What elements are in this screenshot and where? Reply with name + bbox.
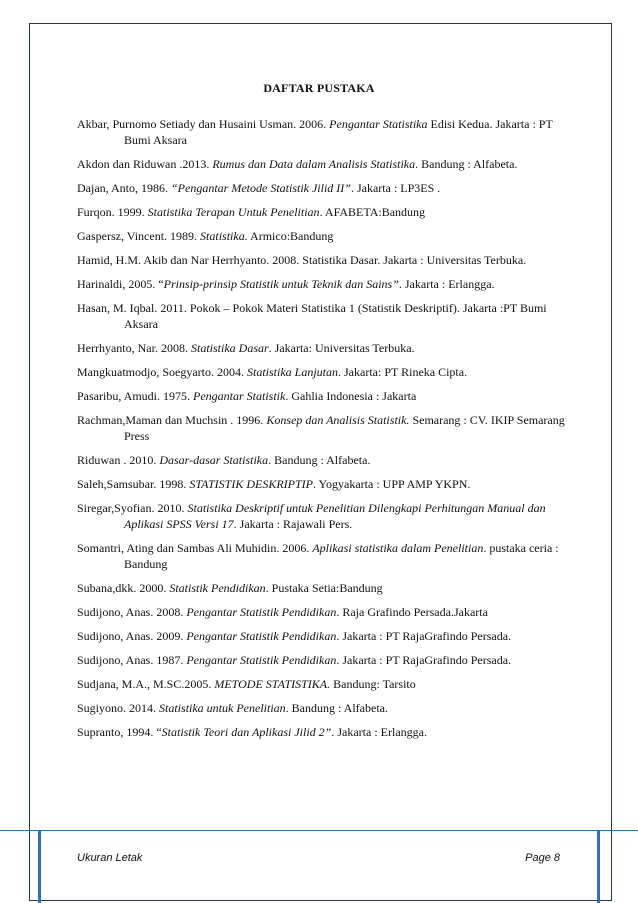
reference-title: Aplikasi statistika dalam Penelitian (312, 541, 484, 555)
reference-text: Sudijono, Anas. 1987. (77, 653, 187, 667)
reference-text: . Jakarta : LP3ES . (350, 181, 441, 195)
reference-text: . pustaka ceria : Bandung (124, 541, 559, 571)
reference-title: Statistika untuk Penelitian (159, 701, 286, 715)
reference-entry (77, 364, 567, 380)
reference-text: Somantri, Ating dan Sambas Ali Muhidin. 2006. (77, 541, 313, 555)
reference-text: Edisi Kedua. Jakarta : PT Bumi Aksara (124, 117, 553, 147)
reference-entry (77, 652, 567, 668)
reference-text: Sudijono, Anas. 2008. (77, 605, 187, 619)
reference-text: . Pustaka Setia:Bandung (265, 581, 383, 595)
reference-entry (77, 452, 567, 468)
reference-title: Pengantar Statistik Pendidikan (186, 653, 337, 667)
reference-entry (77, 180, 567, 196)
reference-text: Semarang : CV. IKIP Semarang Press (124, 413, 565, 443)
reference-text: . Jakarta : PT RajaGrafindo Persada. (336, 653, 512, 667)
reference-title: Statistika Dasar (190, 341, 269, 355)
reference-entry (77, 204, 567, 220)
reference-entry (77, 476, 567, 492)
footer-section-label: Ukuran Letak (77, 852, 143, 864)
footer-right-bar (597, 830, 600, 903)
reference-title: Statistika Terapan Untuk Penelitian (147, 205, 320, 219)
reference-text: Supranto, 1994. “ (77, 725, 162, 739)
reference-text: . Jakarta : PT RajaGrafindo Persada. (336, 629, 512, 643)
reference-text: Riduwan . 2010. (77, 453, 160, 467)
reference-title: Statistika Deskriptif untuk Penelitian Dilengkapi Perhitungan Manual dan Aplikasi SPSS Versi 17 (124, 501, 546, 531)
reference-text: . Raja Grafindo Persada.Jakarta (336, 605, 488, 619)
reference-title: Dasar-dasar Statistika (159, 453, 269, 467)
footer-divider (0, 830, 638, 831)
reference-entry (77, 388, 567, 404)
reference-text: Hasan, M. Iqbal. 2011. Pokok – Pokok Materi Statistika 1 (Statistik Deskriptif). Jakarta :PT Bumi Aksara (77, 301, 547, 331)
reference-text: Herrhyanto, Nar. 2008. (77, 341, 191, 355)
reference-text: . Jakarta: PT Rineka Cipta. (338, 365, 468, 379)
reference-title: Statistika Lanjutan (246, 365, 338, 379)
reference-title: Rumus dan Data dalam Analisis Statistika (212, 157, 416, 171)
reference-text: Mangkuatmodjo, Soegyarto. 2004. (77, 365, 247, 379)
reference-text: Pasaribu, Amudi. 1975. (77, 389, 193, 403)
reference-entry (77, 628, 567, 644)
reference-title: Pengantar Statistik Pendidikan (186, 605, 337, 619)
footer-page-number: Page 8 (525, 852, 560, 864)
reference-title: Statistik Pendidikan (169, 581, 266, 595)
reference-text: Dajan, Anto, 1986. (77, 181, 171, 195)
reference-text: . Jakarta : Erlangga. (331, 725, 427, 739)
reference-title: Pengantar Statistik Pendidikan (186, 629, 337, 643)
reference-title: Statistik Teori dan Aplikasi Jilid 2” (161, 725, 332, 739)
reference-entry (77, 340, 567, 356)
reference-title: Pengantar Statistik (193, 389, 286, 403)
reference-text: Armico:Bandung (247, 229, 334, 243)
reference-text: Bandung: Tarsito (330, 677, 416, 691)
reference-text: . AFABETA:Bandung (319, 205, 426, 219)
reference-text: Harinaldi, 2005. “ (77, 277, 164, 291)
reference-text: Akdon dan Riduwan .2013. (77, 157, 213, 171)
reference-text: . Jakarta : Erlangga. (398, 277, 495, 291)
reference-text: Hamid, H.M. Akib dan Nar Herrhyanto. 2008. Statistika Dasar. Jakarta : Universitas Terbuka. (77, 253, 527, 267)
reference-text: Akbar, Purnomo Setiady dan Husaini Usman. 2006. (77, 117, 330, 131)
reference-text: Saleh,Samsubar. 1998. (77, 477, 190, 491)
reference-title: METODE STATISTIKA. (214, 677, 331, 691)
reference-title: STATISTIK DESKRIPTIP (189, 477, 313, 491)
reference-text: Subana,dkk. 2000. (77, 581, 170, 595)
page-title: DAFTAR PUSTAKA (263, 81, 375, 95)
reference-text: . Jakarta : Rajawali Pers. (233, 517, 353, 531)
reference-text: . Bandung : Alfabeta. (285, 701, 388, 715)
reference-entry (77, 676, 567, 692)
reference-text: Furqon. 1999. (77, 205, 148, 219)
reference-text: Gaspersz, Vincent. 1989. (77, 229, 201, 243)
reference-entry (77, 116, 567, 148)
reference-entry (77, 156, 567, 172)
reference-entry (77, 300, 567, 332)
reference-entry (77, 228, 567, 244)
reference-text: . Jakarta: Universitas Terbuka. (268, 341, 415, 355)
reference-entry (77, 700, 567, 716)
footer-left-bar (38, 830, 41, 903)
reference-title: “Pengantar Metode Statistik Jilid II” (171, 181, 351, 195)
reference-entry (77, 604, 567, 620)
reference-text: Siregar,Syofian. 2010. (77, 501, 188, 515)
reference-title: Konsep dan Analisis Statistik. (266, 413, 410, 427)
reference-entry (77, 724, 567, 740)
reference-text: Sugiyono. 2014. (77, 701, 160, 715)
reference-text: Sudjana, M.A., M.SC.2005. (77, 677, 215, 691)
reference-title: Pengantar Statistika (329, 117, 428, 131)
reference-text: . Bandung : Alfabeta. (268, 453, 371, 467)
reference-entry (77, 276, 567, 292)
reference-entry (77, 252, 567, 268)
reference-text: . Bandung : Alfabeta. (415, 157, 518, 171)
reference-title: Prinsip-prinsip Statistik untuk Teknik dan Sains” (163, 277, 399, 291)
reference-entry (77, 412, 567, 444)
reference-list (77, 116, 567, 748)
reference-entry (77, 540, 567, 572)
reference-text: . Yogyakarta : UPP AMP YKPN. (313, 477, 471, 491)
reference-text: Rachman,Maman dan Muchsin . 1996. (77, 413, 267, 427)
reference-text: Sudijono, Anas. 2009. (77, 629, 187, 643)
reference-entry (77, 580, 567, 596)
reference-entry (77, 500, 567, 532)
reference-text: . Gahlia Indonesia : Jakarta (285, 389, 417, 403)
reference-title: Statistika. (200, 229, 248, 243)
